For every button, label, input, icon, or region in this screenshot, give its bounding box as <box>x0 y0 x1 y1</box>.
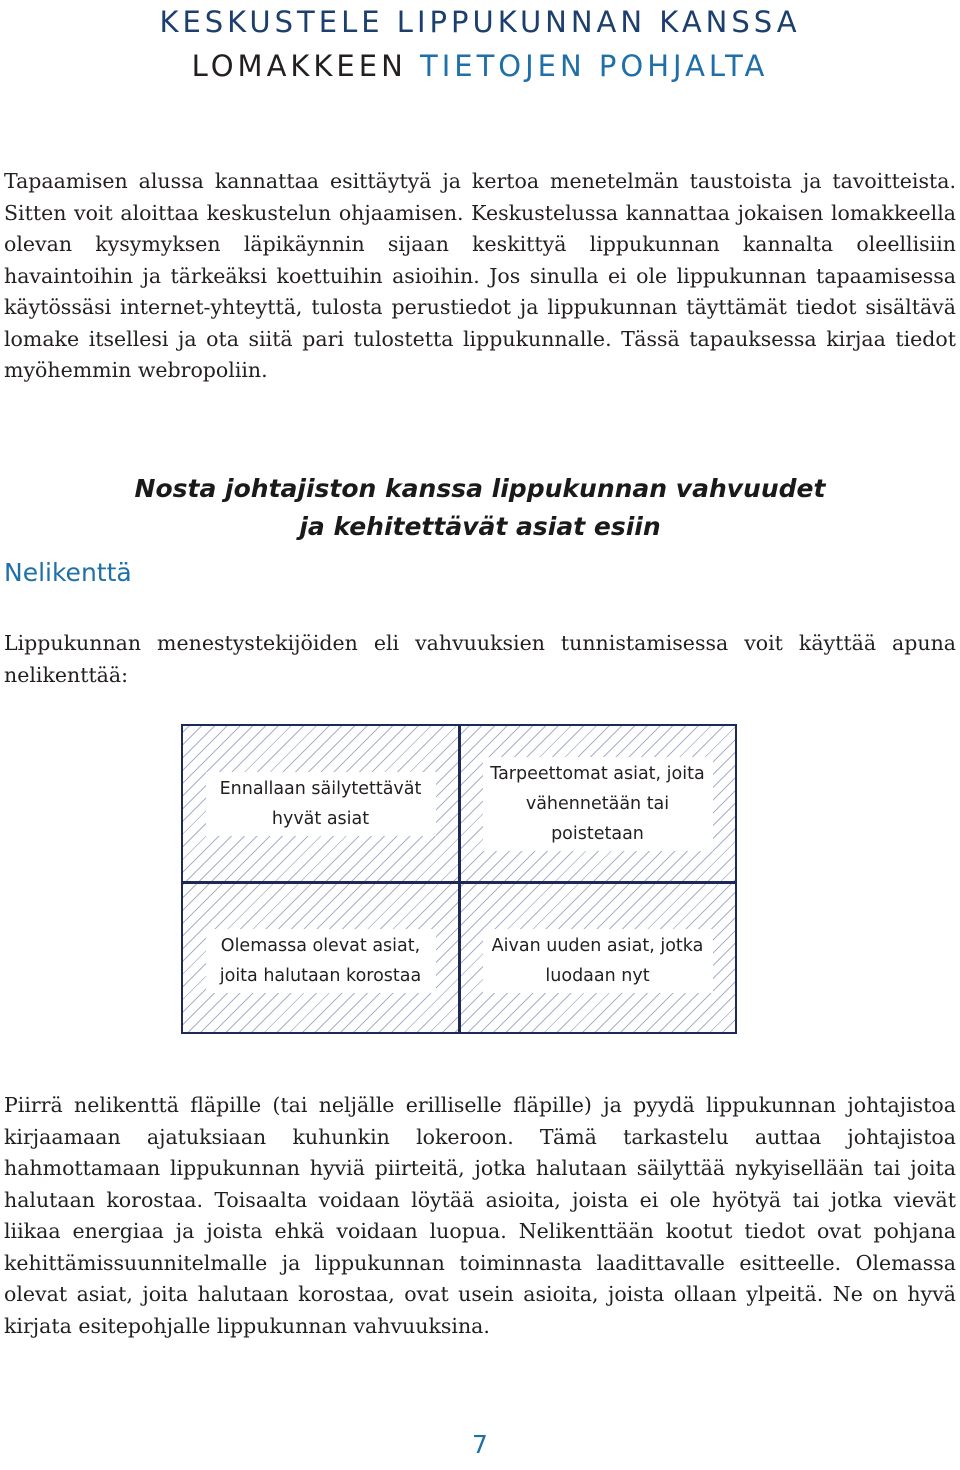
page-number: 7 <box>472 1430 488 1459</box>
header-line-2 <box>0 44 960 88</box>
quadrant-top-left <box>183 726 458 881</box>
quadrant-top-right <box>460 726 735 881</box>
header-line-2-part-2: TIETOJEN POHJALTA <box>420 49 769 83</box>
quadrant-top-left-label: Ennallaan säilytettävät hyvät asiat <box>206 772 436 836</box>
section-label: Nelikenttä <box>4 558 132 587</box>
page-header <box>0 0 960 88</box>
quadrant-bottom-right-label: Aivan uuden asiat, jotka luodaan nyt <box>483 929 713 993</box>
subheading <box>120 470 840 546</box>
quadrant-bottom-left <box>183 883 458 1038</box>
header-line-2-part-1: LOMAKKEEN <box>191 49 407 83</box>
four-field-grid <box>181 724 737 1034</box>
subheading-line-1: Nosta johtajiston kanssa lippukunnan vahvuudet <box>134 474 826 503</box>
closing-paragraph: Piirrä nelikenttä fläpille (tai neljälle erilliselle fläpille) ja pyydä lippukunnan johtajistoa kirjaamaan ajatuksiaan kuhunkin lokeroon. Tämä tarkastelu auttaa johtajistoa hahmottamaan lippukunnan hyviä piirteitä, jotka halutaan säilyttää nykyisellään tai joita halutaan korostaa. Toisaalta voidaan löytää asioita, joista ei ole hyötyä tai jotka vievät liikaa energiaa ja joista ehkä voidaan luopua. Nelikenttään kootut tiedot ovat pohjana kehittämissuunnitelmalle ja lippukunnan toiminnasta laadittavalle esitteelle. Olemassa olevat asiat, joita halutaan korostaa, ovat usein asioita, joista ollaan ylpeitä. Ne on hyvä kirjata esitepohjalle lippukunnan vahvuuksina. <box>4 1093 956 1338</box>
subheading-line-2: ja kehitettävät asiat esiin <box>299 512 661 541</box>
quadrant-top-right-label: Tarpeettomat asiat, joita vähennetään tai poistetaan <box>483 757 713 851</box>
quadrant-bottom-left-label: Olemassa olevat asiat, joita halutaan korostaa <box>206 929 436 993</box>
header-line-1: KESKUSTELE LIPPUKUNNAN KANSSA <box>159 5 801 39</box>
quadrant-bottom-right <box>460 883 735 1038</box>
intro-paragraph: Tapaamisen alussa kannattaa esittäytyä ja kertoa menetelmän taustoista ja tavoitteista. Sitten voit aloittaa keskustelun ohjaamisen. Keskustelussa kannattaa jokaisen lomakkeella olevan kysymyksen läpikäynnin sijaan keskittyä lippukunnan kannalta oleellisiin havaintoihin ja tärkeäksi koettuihin asioihin. Jos sinulla ei ole lippukunnan tapaamisessa käytössäsi internet-yhteyttä, tulosta perustiedot ja lippukunnan täyttämät tiedot sisältävä lomake itsellesi ja ota siitä pari tulostetta lippukunnalle. Tässä tapauksessa kirjaa tiedot myöhemmin webropoliin. <box>4 169 956 382</box>
grid-intro-paragraph: Lippukunnan menestystekijöiden eli vahvuuksien tunnistamisessa voit käyttää apuna nelikenttää: <box>4 631 956 687</box>
